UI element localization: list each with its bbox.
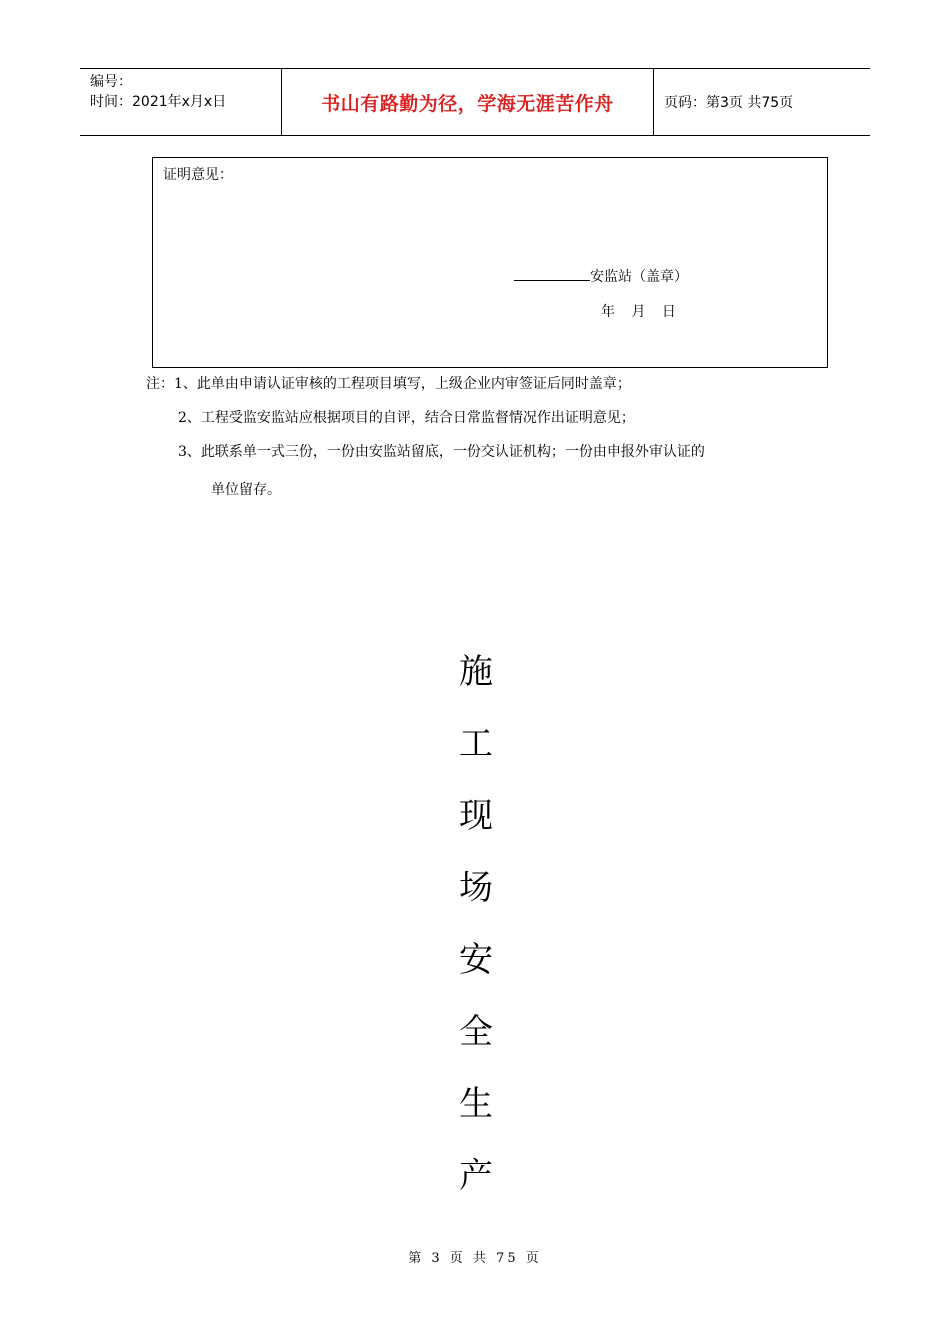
- page-header: [80, 68, 870, 136]
- title-char: 安: [459, 940, 493, 980]
- header-meta: [80, 69, 282, 135]
- certification-opinion-box: [152, 157, 828, 368]
- title-char: 全: [459, 1012, 493, 1052]
- title-char: 场: [459, 868, 493, 908]
- note-item-3: 3、此联系单一式三份，一份由安监站留底，一份交认证机构；一份由申报外审认证的: [178, 444, 705, 460]
- opinion-label: 证明意见：: [163, 167, 233, 183]
- page-footer: 第 3 页 共 75 页: [408, 1251, 542, 1266]
- document-time-label: 时间：2021年x月x日: [90, 94, 227, 110]
- document-number-label: 编号：: [90, 74, 132, 90]
- title-char: 施: [459, 652, 493, 692]
- note-item-2: 2、工程受监安监站应根据项目的自评，结合日常监督情况作出证明意见；: [178, 410, 635, 426]
- station-seal-line: [514, 266, 688, 286]
- note-item-1: 注：1、此单由申请认证审核的工程项目填写，上级企业内审签证后同时盖章；: [146, 376, 631, 392]
- title-char: 产: [459, 1156, 493, 1196]
- header-page-info: 页码：第3页 共75页: [664, 95, 794, 111]
- station-seal-label: 安监站（盖章）: [590, 269, 688, 285]
- station-name-blank: [514, 266, 590, 281]
- title-char: 生: [459, 1084, 493, 1124]
- opinion-date-label: 年 月 日: [601, 304, 682, 320]
- title-char: 现: [459, 796, 493, 836]
- header-motto: 书山有路勤为径，学海无涯苦作舟: [282, 69, 654, 135]
- title-char: 工: [459, 724, 493, 764]
- vertical-section-title: [456, 648, 496, 1224]
- note-item-3-continued: 单位留存。: [211, 482, 281, 498]
